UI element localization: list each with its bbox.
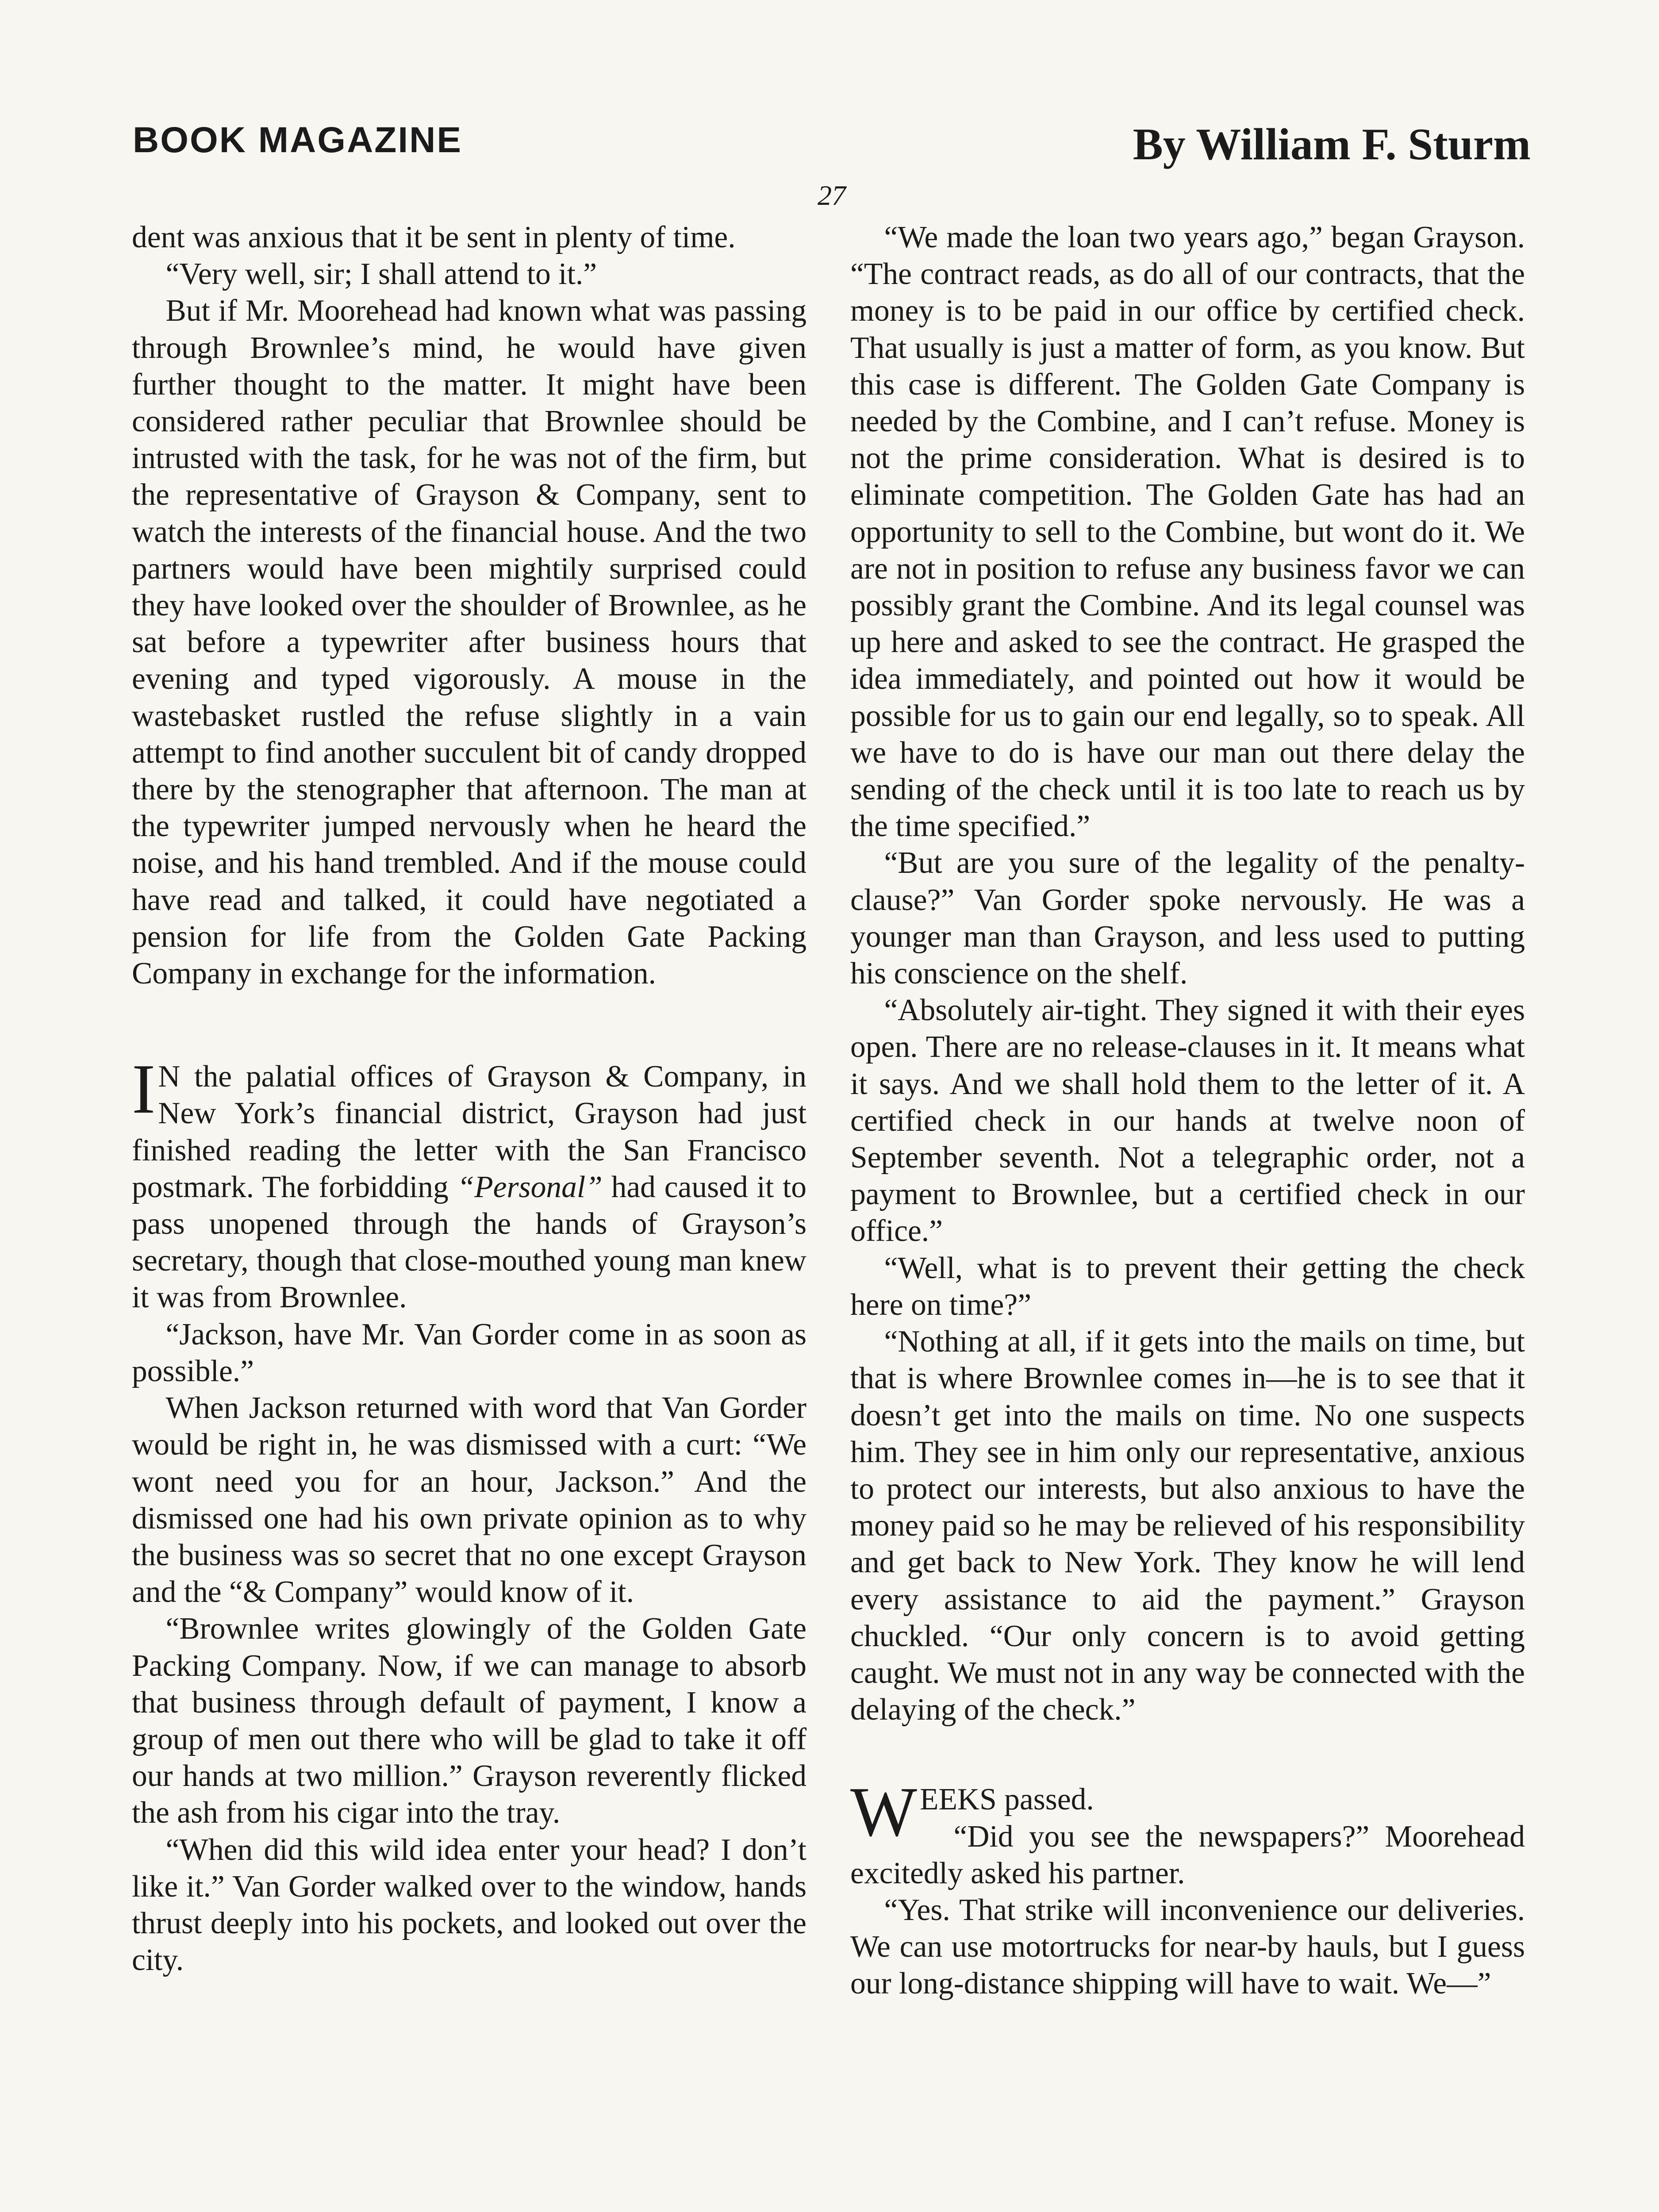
paragraph-text: N the palatial offices of Grayson & Company, in New York’s financial district, Grayson had just finished reading the letter with the San Francisco postmark. The forbidding bbox=[132, 1060, 806, 1204]
section-opening-paragraph bbox=[132, 1049, 806, 1316]
left-column bbox=[132, 219, 806, 1978]
paragraph: “But are you sure of the legality of the penalty-clause?” Van Gorder spoke nervously. He was a younger man than Grayson, and less used to putting his conscience on the shelf. bbox=[850, 846, 1525, 991]
page-number: 27 bbox=[818, 180, 846, 211]
paragraph: “Brownlee writes glowingly of the Golden Gate Packing Company. Now, if we can manage to absorb that business through default of payment, I know a group of men out there who will be glad to take it off our hands at two million.” Grayson reverently flicked the ash from his cigar into the tray. bbox=[132, 1612, 806, 1830]
paragraph: “Jackson, have Mr. Van Gorder come in as soon as possible.” bbox=[132, 1317, 806, 1388]
author-byline: By William F. Sturm bbox=[1133, 119, 1531, 169]
paragraph: When Jackson returned with word that Van Gorder would be right in, he was dismissed with a curt: “We wont need you for an hour, Jackson.” And the dismissed one had his own private opinion as to why the business was so secret that no one except Grayson and the “& Company” would know of it. bbox=[132, 1391, 806, 1609]
paragraph-text: EEKS passed. bbox=[920, 1782, 1094, 1817]
paragraph-text: “Did you see the newspapers?” Moorehead excitedly asked his partner. bbox=[850, 1819, 1525, 1890]
paragraph: “Nothing at all, if it gets into the mails on time, but that is where Brownlee comes in—he is to see that it doesn’t get into the mails on time. No one suspects him. They see in him only our representative, anxious to protect our interests, but also anxious to have the money paid so he may be relieved of his responsibility and get back to New York. They know he will lend every assistance to aid the payment.” Grayson chuckled. “Our only concern is to avoid getting caught. We must not in any way be connected with the delaying of the check.” bbox=[850, 1325, 1525, 1727]
paragraph: “When did this wild idea enter your head? I don’t like it.” Van Gorder walked over to the window, hands thrust deeply into his pockets, and looked out over the city. bbox=[132, 1832, 806, 1978]
magazine-title: BOOK MAGAZINE bbox=[133, 120, 463, 160]
right-column bbox=[850, 219, 1525, 2002]
paragraph: “Very well, sir; I shall attend to it.” bbox=[165, 257, 597, 292]
paragraph: “Yes. That strike will inconvenience our deliveries. We can use motortrucks for near-by hauls, but I guess our long-distance shipping will have to wait. We—” bbox=[850, 1893, 1525, 2001]
emphasis-text: “Personal” bbox=[457, 1170, 603, 1204]
drop-cap: I bbox=[132, 1049, 156, 1129]
paragraph: dent was anxious that it be sent in plenty of time. bbox=[132, 220, 736, 254]
drop-cap: W bbox=[850, 1772, 918, 1851]
section-opening-paragraph bbox=[850, 1772, 1525, 1892]
paragraph: But if Mr. Moorehead had known what was passing through Brownlee’s mind, he would have given further thought to the matter. It might have been considered rather peculiar that Brownlee should be intrusted with the task, for he was not of the firm, but the representative of Grayson & Company, sent to watch the interests of the financial house. And the two partners would have been mightily surprised could they have looked over the shoulder of Brownlee, as he sat before a typewriter after business hours that evening and typed vigorously. A mouse in the wastebasket rustled the refuse slightly in a vain attempt to find another succulent bit of candy dropped there by the stenographer that afternoon. The man at the typewriter jumped nervously when he heard the noise, and his hand trembled. And if the mouse could have read and talked, it could have negotiated a pension for life from the Golden Gate Packing Company in exchange for the information. bbox=[132, 294, 806, 991]
paragraph-text: had caused it to pass unopened through the hands of Grayson’s secretary, though that close-mouthed young man knew it was from Brownlee. bbox=[132, 1170, 806, 1315]
paragraph: “Well, what is to prevent their getting the check here on time?” bbox=[850, 1251, 1525, 1322]
paragraph: “Absolutely air-tight. They signed it with their eyes open. There are no release-clauses in it. It means what it says. And we shall hold them to the letter of it. A certified check in our hands at twelve noon of September seventh. Not a telegraphic order, not a payment to Brownlee, but a certified check in our office.” bbox=[850, 993, 1525, 1248]
paragraph: “We made the loan two years ago,” began Grayson. “The contract reads, as do all of our contracts, that the money is to be paid in our office by certified check. That usually is just a matter of form, as you know. But this case is different. The Golden Gate Company is needed by the Combine, and I can’t refuse. Money is not the prime consideration. What is desired is to eliminate competition. The Golden Gate has had an opportunity to sell to the Combine, but wont do it. We are not in position to refuse any business favor we can possibly grant the Combine. And its legal counsel was up here and asked to see the contract. He grasped the idea immediately, and pointed out how it would be possible for us to gain our end legally, so to speak. All we have to do is have our man out there delay the sending of the check until it is too late to reach us by the time specified.” bbox=[850, 220, 1525, 844]
